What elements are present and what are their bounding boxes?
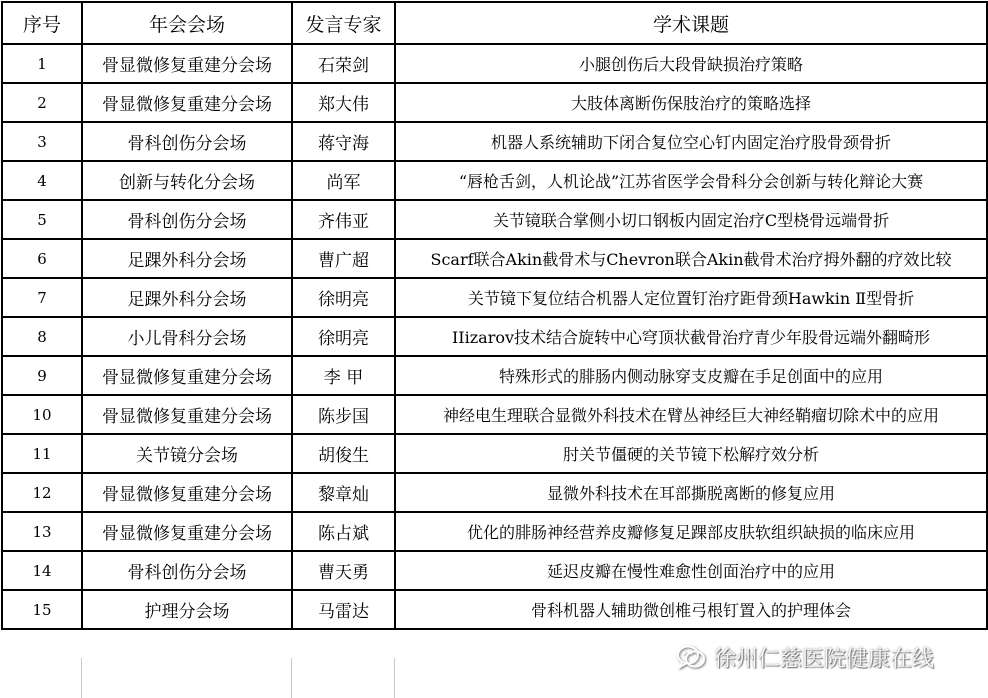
table-row <box>2 395 987 434</box>
cell-venue: 小儿骨科分会场 <box>82 317 292 356</box>
cell-expert: 马雷达 <box>292 590 395 629</box>
cell-expert: 尚军 <box>292 161 395 200</box>
cell-venue: 骨科创伤分会场 <box>82 551 292 590</box>
cell-no: 14 <box>2 551 82 590</box>
table-row <box>2 551 987 590</box>
cell-topic: 关节镜联合掌侧小切口钢板内固定治疗C型桡骨远端骨折 <box>395 200 987 239</box>
watermark-text: 徐州仁慈医院健康在线 <box>714 646 935 672</box>
table-row <box>2 200 987 239</box>
cell-expert: 蒋守海 <box>292 122 395 161</box>
cell-expert: 陈步国 <box>292 395 395 434</box>
cell-expert: 胡俊生 <box>292 434 395 473</box>
cell-topic: 大肢体离断伤保肢治疗的策略选择 <box>395 83 987 122</box>
table-row <box>2 122 987 161</box>
cell-no: 12 <box>2 473 82 512</box>
cell-topic: Scarf联合Akin截骨术与Chevron联合Akin截骨术治疗拇外翻的疗效比较 <box>395 239 987 278</box>
cell-topic: 神经电生理联合显微外科技术在臂丛神经巨大神经鞘瘤切除术中的应用 <box>395 395 987 434</box>
cell-topic: 机器人系统辅助下闭合复位空心钉内固定治疗股骨颈骨折 <box>395 122 987 161</box>
cell-no: 13 <box>2 512 82 551</box>
table-row <box>2 434 987 473</box>
cell-no: 6 <box>2 239 82 278</box>
cell-expert: 郑大伟 <box>292 83 395 122</box>
cell-topic: 延迟皮瓣在慢性难愈性创面治疗中的应用 <box>395 551 987 590</box>
table-row <box>2 473 987 512</box>
cell-venue: 骨显微修复重建分会场 <box>82 395 292 434</box>
header-no: 序号 <box>2 2 82 44</box>
cell-venue: 护理分会场 <box>82 590 292 629</box>
cell-expert: 黎章灿 <box>292 473 395 512</box>
cell-no: 9 <box>2 356 82 395</box>
cell-topic: 优化的腓肠神经营养皮瓣修复足踝部皮肤软组织缺损的临床应用 <box>395 512 987 551</box>
cell-venue: 创新与转化分会场 <box>82 161 292 200</box>
table-row <box>2 356 987 395</box>
cell-topic: 特殊形式的腓肠内侧动脉穿支皮瓣在手足创面中的应用 <box>395 356 987 395</box>
cell-topic: 小腿创伤后大段骨缺损治疗策略 <box>395 44 987 83</box>
cell-no: 11 <box>2 434 82 473</box>
cell-venue: 骨显微修复重建分会场 <box>82 83 292 122</box>
cell-venue: 足踝外科分会场 <box>82 239 292 278</box>
grid-line <box>81 658 82 698</box>
header-expert: 发言专家 <box>292 2 395 44</box>
cell-topic: 骨科机器人辅助微创椎弓根钉置入的护理体会 <box>395 590 987 629</box>
cell-no: 4 <box>2 161 82 200</box>
empty-sheet-area <box>0 658 988 698</box>
grid-line <box>394 658 395 698</box>
cell-topic: 肘关节僵硬的关节镜下松解疗效分析 <box>395 434 987 473</box>
cell-expert: 曹广超 <box>292 239 395 278</box>
cell-no: 3 <box>2 122 82 161</box>
table-row <box>2 161 987 200</box>
table-row <box>2 590 987 629</box>
cell-expert: 石荣剑 <box>292 44 395 83</box>
cell-topic: 显微外科技术在耳部撕脱离断的修复应用 <box>395 473 987 512</box>
schedule-table <box>1 1 988 630</box>
cell-no: 8 <box>2 317 82 356</box>
cell-expert: 李 甲 <box>292 356 395 395</box>
cell-topic: 关节镜下复位结合机器人定位置钉治疗距骨颈Hawkin Ⅱ型骨折 <box>395 278 987 317</box>
cell-topic: “唇枪舌剑，人机论战”江苏省医学会骨科分会创新与转化辩论大赛 <box>395 161 987 200</box>
cell-venue: 骨科创伤分会场 <box>82 200 292 239</box>
grid-line <box>291 658 292 698</box>
table-row <box>2 44 987 83</box>
cell-venue: 骨科创伤分会场 <box>82 122 292 161</box>
cell-expert: 徐明亮 <box>292 278 395 317</box>
cell-venue: 骨显微修复重建分会场 <box>82 44 292 83</box>
header-row <box>2 2 987 44</box>
table-row <box>2 317 987 356</box>
cell-venue: 骨显微修复重建分会场 <box>82 356 292 395</box>
header-topic: 学术课题 <box>395 2 987 44</box>
cell-venue: 关节镜分会场 <box>82 434 292 473</box>
cell-no: 10 <box>2 395 82 434</box>
table-row <box>2 278 987 317</box>
cell-expert: 齐伟亚 <box>292 200 395 239</box>
cell-venue: 骨显微修复重建分会场 <box>82 512 292 551</box>
cell-no: 15 <box>2 590 82 629</box>
cell-no: 2 <box>2 83 82 122</box>
cell-venue: 足踝外科分会场 <box>82 278 292 317</box>
header-venue: 年会会场 <box>82 2 292 44</box>
cell-expert: 曹天勇 <box>292 551 395 590</box>
cell-expert: 徐明亮 <box>292 317 395 356</box>
table-row <box>2 83 987 122</box>
cell-no: 5 <box>2 200 82 239</box>
cell-no: 1 <box>2 44 82 83</box>
cell-no: 7 <box>2 278 82 317</box>
table-row <box>2 239 987 278</box>
cell-topic: IIizarov技术结合旋转中心穹顶状截骨治疗青少年股骨远端外翻畸形 <box>395 317 987 356</box>
cell-expert: 陈占斌 <box>292 512 395 551</box>
cell-venue: 骨显微修复重建分会场 <box>82 473 292 512</box>
table-row <box>2 512 987 551</box>
